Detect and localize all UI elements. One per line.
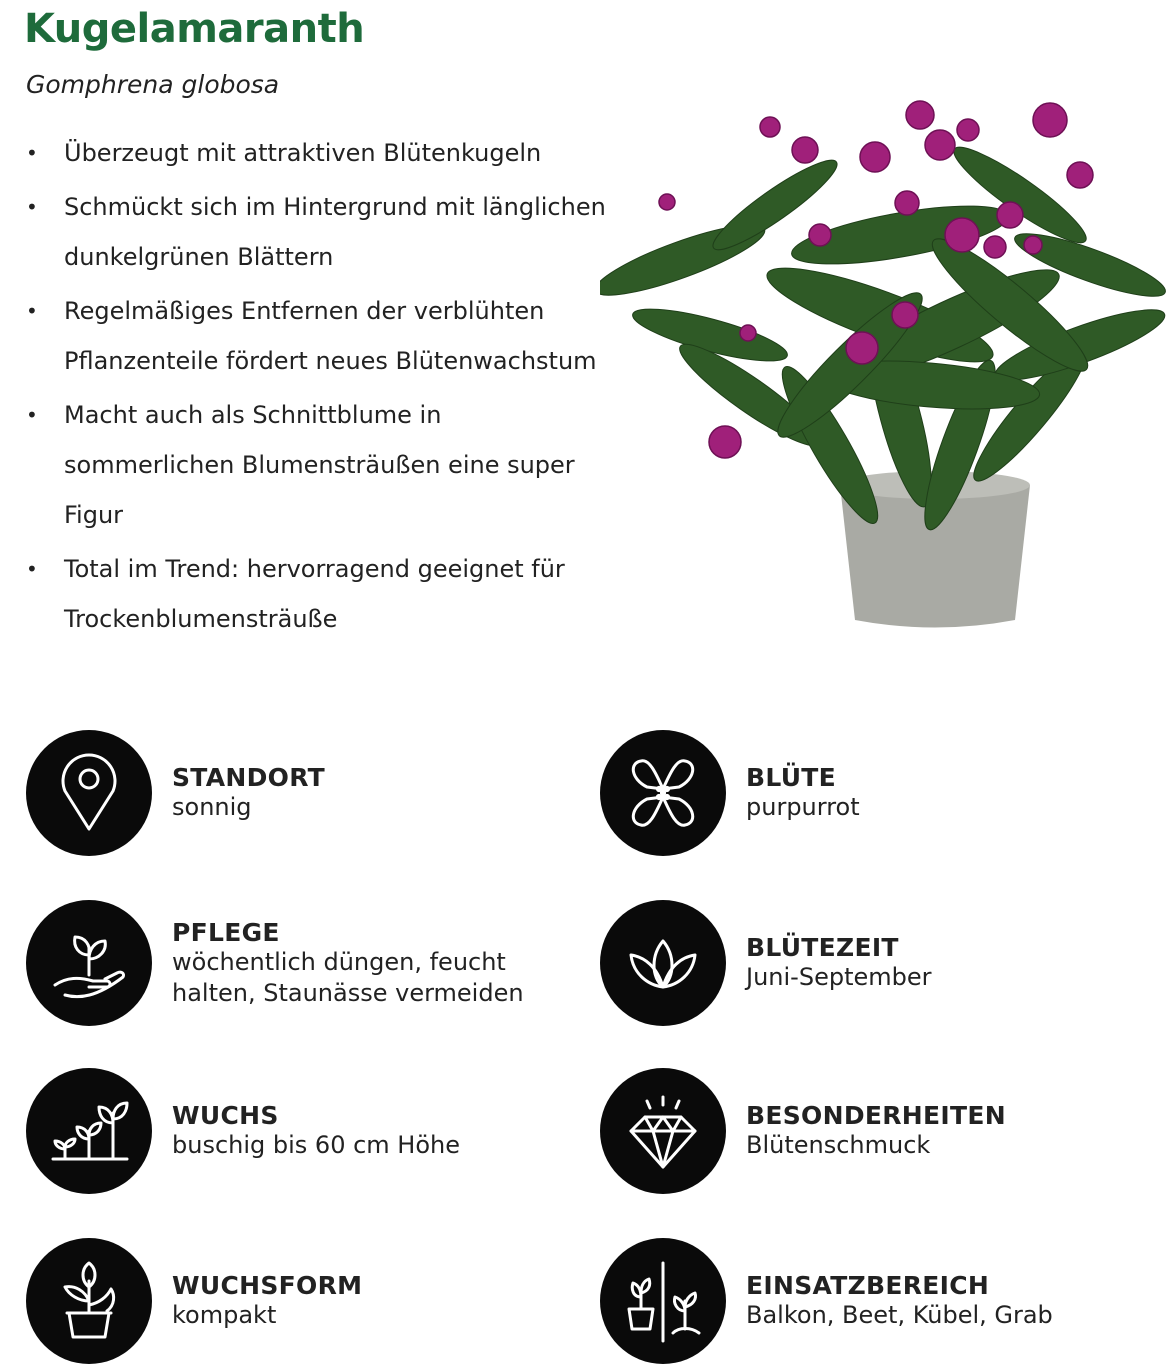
feature-value: wöchentlich düngen, feucht halten, Staunässe vermeiden (172, 947, 524, 1007)
flower-icon (600, 730, 726, 856)
feature-value: Juni-September (746, 963, 932, 991)
feature-einsatzbereich (600, 1238, 1106, 1364)
feature-standort (26, 730, 532, 856)
plant-image (600, 85, 1170, 645)
feature-value: Balkon, Beet, Kübel, Grab (746, 1301, 1053, 1329)
bullet-item: • Macht auch als Schnittblume in sommerlichen Blumensträußen eine super Figur (26, 390, 606, 540)
hand-seedling-icon (26, 900, 152, 1026)
feature-label: BLÜTEZEIT (746, 933, 899, 962)
feature-pflege (26, 900, 532, 1026)
feature-bluete (600, 730, 1106, 856)
lotus-icon (600, 900, 726, 1026)
feature-label: STANDORT (172, 763, 325, 792)
latin-name: Gomphrena globosa (26, 70, 280, 99)
feature-wuchsform (26, 1238, 532, 1364)
feature-value: kompakt (172, 1301, 277, 1329)
feature-label: BESONDERHEITEN (746, 1101, 1006, 1130)
feature-bluetezeit (600, 900, 1106, 1026)
feature-label: PFLEGE (172, 917, 280, 947)
location-pin-icon (26, 730, 152, 856)
feature-label: BLÜTE (746, 763, 837, 792)
diamond-icon (600, 1068, 726, 1194)
feature-value: sonnig (172, 793, 252, 821)
feature-label: EINSATZBEREICH (746, 1271, 990, 1300)
pot-and-ground-icon (600, 1238, 726, 1364)
feature-label: WUCHS (172, 1101, 279, 1130)
feature-wuchs (26, 1068, 532, 1194)
feature-value: Blütenschmuck (746, 1131, 931, 1159)
page-title: Kugelamaranth (24, 6, 365, 52)
feature-bullet-list (26, 128, 606, 648)
potted-plant-icon (26, 1238, 152, 1364)
bullet-item: • Überzeugt mit attraktiven Blütenkugeln (26, 128, 606, 178)
growing-plants-icon (26, 1068, 152, 1194)
bullet-item: • Regelmäßiges Entfernen der verblühten Pflanzenteile fördert neues Blütenwachstum (26, 286, 606, 386)
feature-value: purpurrot (746, 793, 860, 821)
feature-besonderheiten (600, 1068, 1106, 1194)
feature-label: WUCHSFORM (172, 1271, 363, 1300)
bullet-item: • Total im Trend: hervorragend geeignet für Trockenblumensträuße (26, 544, 606, 644)
bullet-item: • Schmückt sich im Hintergrund mit länglichen dunkelgrünen Blättern (26, 182, 606, 282)
feature-value: buschig bis 60 cm Höhe (172, 1131, 460, 1159)
